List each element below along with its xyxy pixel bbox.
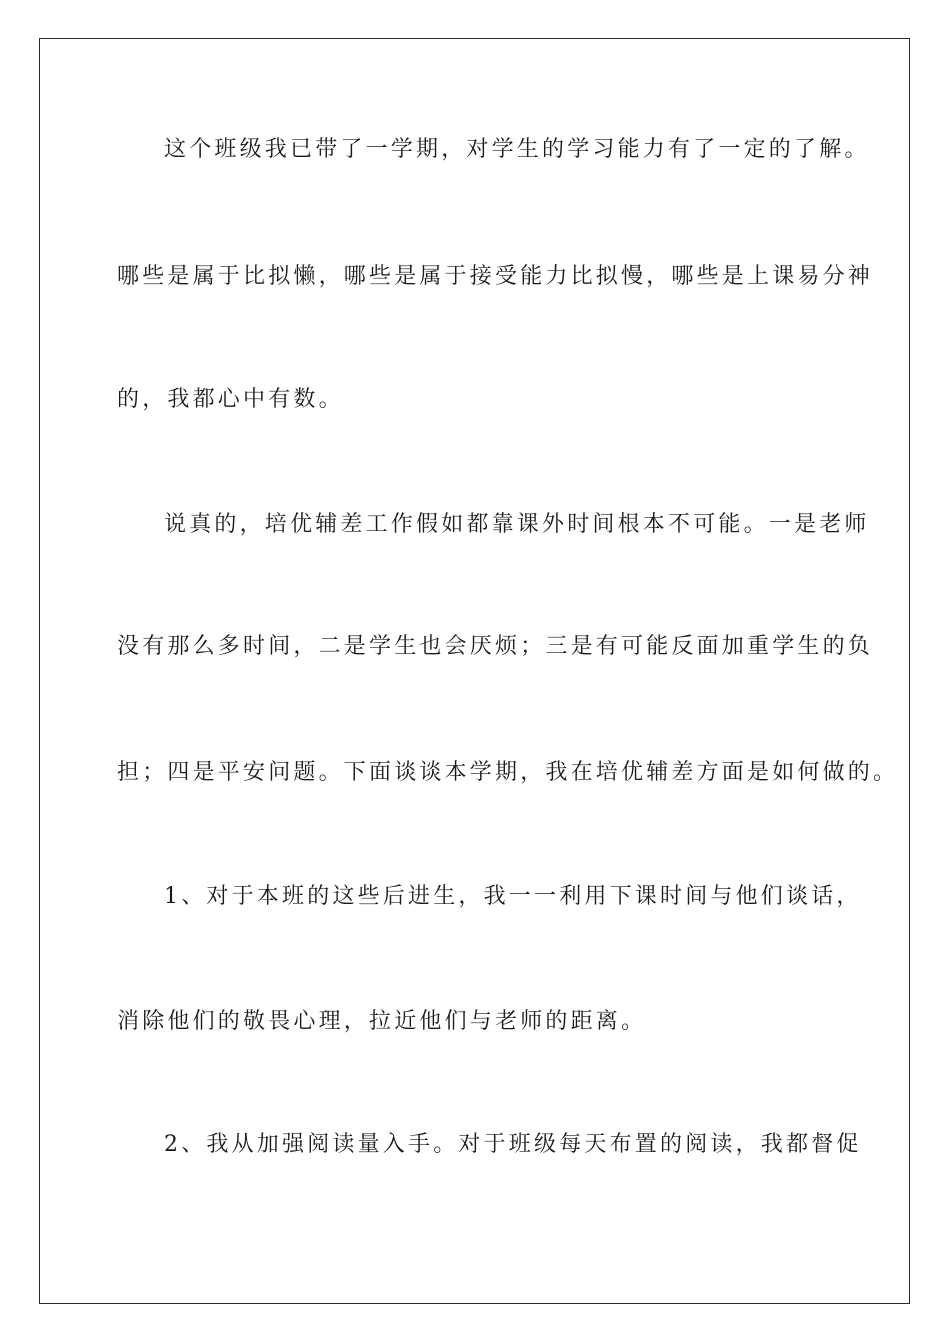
page-border xyxy=(39,38,910,1304)
list-item-1-line-2: 消除他们的敬畏心理，拉近他们与老师的距离。 xyxy=(117,1009,647,1034)
paragraph-1-line-2: 哪些是属于比拟懒，哪些是属于接受能力比拟慢，哪些是上课易分神 xyxy=(117,264,874,289)
list-item-2-line-1: 2、我从加强阅读量入手。对于班级每天布置的阅读，我都督促 xyxy=(164,1132,862,1157)
paragraph-2-line-1: 说真的，培优辅差工作假如都靠课外时间根本不可能。一是老师 xyxy=(164,512,870,537)
paragraph-1-line-3: 的，我都心中有数。 xyxy=(117,387,344,412)
paragraph-2-line-3: 担；四是平安问题。下面谈谈本学期，我在培优辅差方面是如何做的。 xyxy=(117,760,899,785)
list-item-1-line-1: 1、对于本班的这些后进生，我一一利用下课时间与他们谈话， xyxy=(164,884,862,909)
paragraph-2-line-2: 没有那么多时间，二是学生也会厌烦；三是有可能反面加重学生的负 xyxy=(117,634,874,659)
paragraph-1-line-1: 这个班级我已带了一学期，对学生的学习能力有了一定的了解。 xyxy=(164,137,870,162)
